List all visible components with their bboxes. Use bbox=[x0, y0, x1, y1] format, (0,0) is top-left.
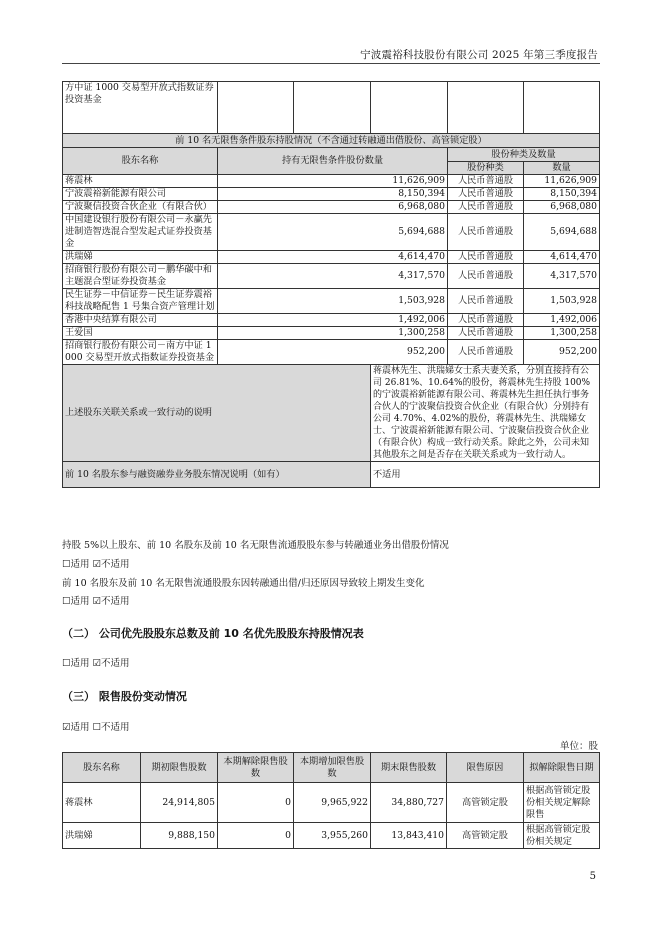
share-kind: 人民币普通股 bbox=[448, 175, 524, 188]
share-kind: 人民币普通股 bbox=[448, 251, 524, 264]
note-lending-change: 前 10 名股东及前 10 名无限售流通股股东因转融通出借/归还原因导致较上期发生变化 bbox=[62, 578, 425, 589]
restriction-reason: 高管锁定股 bbox=[447, 783, 524, 823]
shareholder-qty: 4,317,570 bbox=[218, 264, 448, 289]
table-row bbox=[63, 251, 600, 264]
shareholder-name: 香港中央结算有限公司 bbox=[63, 314, 218, 327]
table-row bbox=[63, 314, 600, 327]
added-shares: 3,955,260 bbox=[294, 823, 371, 849]
page-header-title: 宁波震裕科技股份有限公司 2025 年第三季度报告 bbox=[360, 49, 598, 61]
shareholder-name: 招商银行股份有限公司－南方中证 1000 交易型开放式指数证券投资基金 bbox=[63, 340, 218, 365]
table-row bbox=[63, 289, 600, 314]
shareholder-name: 宁波聚信投资合伙企业（有限合伙） bbox=[63, 201, 218, 214]
released-shares: 0 bbox=[218, 823, 294, 849]
table-row bbox=[63, 462, 600, 488]
table-row bbox=[63, 823, 600, 849]
table-row bbox=[63, 340, 600, 365]
shareholder-qty: 4,614,470 bbox=[218, 251, 448, 264]
share-kind: 人民币普通股 bbox=[448, 264, 524, 289]
share-num: 11,626,909 bbox=[524, 175, 600, 188]
shareholder-qty: 11,626,909 bbox=[218, 175, 448, 188]
end-shares: 13,843,410 bbox=[371, 823, 447, 849]
share-kind: 人民币普通股 bbox=[448, 327, 524, 340]
section-restricted-title: （三） 限售股份变动情况 bbox=[62, 690, 187, 703]
unit-label: 单位：股 bbox=[559, 741, 598, 752]
section-restricted-options: ☑适用 ☐不适用 bbox=[62, 722, 130, 733]
share-num: 5,694,688 bbox=[524, 214, 600, 251]
released-shares: 0 bbox=[218, 783, 294, 823]
col-header-name: 股东名称 bbox=[63, 753, 141, 783]
shareholder-qty: 8,150,394 bbox=[218, 188, 448, 201]
col-header-qty: 持有无限售条件股份数量 bbox=[218, 148, 448, 175]
continued-shareholder-name: 方中证 1000 交易型开放式指数证券投资基金 bbox=[63, 82, 218, 134]
section-preferred-options: ☐适用 ☑不适用 bbox=[62, 658, 130, 669]
table-row bbox=[63, 327, 600, 340]
end-shares: 34,880,727 bbox=[371, 783, 447, 823]
margin-trading-text: 不适用 bbox=[371, 462, 600, 488]
holder-name: 洪瑞娣 bbox=[63, 823, 141, 849]
share-num: 8,150,394 bbox=[524, 188, 600, 201]
unrestricted-shareholders-table bbox=[62, 81, 600, 488]
shareholder-name: 洪瑞娣 bbox=[63, 251, 218, 264]
release-date: 根据高管锁定股份相关规定解除限售 bbox=[524, 783, 600, 823]
col-header-num: 数量 bbox=[524, 162, 600, 175]
shareholder-qty: 5,694,688 bbox=[218, 214, 448, 251]
col-header-end: 期末限售股数 bbox=[371, 753, 447, 783]
shareholder-qty: 6,968,080 bbox=[218, 201, 448, 214]
share-kind: 人民币普通股 bbox=[448, 188, 524, 201]
added-shares: 9,965,922 bbox=[294, 783, 371, 823]
col-header-added: 本期增加限售股数 bbox=[294, 753, 371, 783]
table-row bbox=[63, 214, 600, 251]
note-lending-options: ☐适用 ☑不适用 bbox=[62, 559, 130, 570]
table-row bbox=[63, 175, 600, 188]
share-kind: 人民币普通股 bbox=[448, 314, 524, 327]
shareholder-name: 民生证券－中信证券－民生证券震裕科技战略配售 1 号集合资产管理计划 bbox=[63, 289, 218, 314]
share-num: 1,503,928 bbox=[524, 289, 600, 314]
margin-trading-label: 前 10 名股东参与融资融券业务股东情况说明（如有） bbox=[63, 462, 371, 488]
table-header-row bbox=[63, 753, 600, 783]
col-header-released: 本期解除限售股数 bbox=[218, 753, 294, 783]
shareholder-name: 招商银行股份有限公司－鹏华碳中和主题混合型证券投资基金 bbox=[63, 264, 218, 289]
shareholder-name: 蒋震林 bbox=[63, 175, 218, 188]
page-number: 5 bbox=[589, 871, 596, 882]
col-header-date: 拟解除限售日期 bbox=[524, 753, 600, 783]
share-kind: 人民币普通股 bbox=[448, 289, 524, 314]
section-title-row: 前 10 名无限售条件股东持股情况（不含通过转融通出借股份、高管锁定股） bbox=[63, 134, 600, 148]
shareholder-qty: 1,492,006 bbox=[218, 314, 448, 327]
share-num: 4,614,470 bbox=[524, 251, 600, 264]
start-shares: 9,888,150 bbox=[141, 823, 218, 849]
share-num: 1,492,006 bbox=[524, 314, 600, 327]
col-header-kind: 股份种类 bbox=[448, 162, 524, 175]
share-num: 1,300,258 bbox=[524, 327, 600, 340]
col-header-kind-group: 股份种类及数量 bbox=[448, 148, 600, 162]
restriction-reason: 高管锁定股 bbox=[447, 823, 524, 849]
header-divider bbox=[62, 63, 600, 64]
release-date: 根据高管锁定股份相关规定 bbox=[524, 823, 600, 849]
col-header-reason: 限售原因 bbox=[447, 753, 524, 783]
table-row bbox=[63, 188, 600, 201]
col-header-start: 期初限售股数 bbox=[141, 753, 218, 783]
section-preferred-title: （二） 公司优先股股东总数及前 10 名优先股股东持股情况表 bbox=[62, 627, 364, 640]
table-row bbox=[63, 264, 600, 289]
share-kind: 人民币普通股 bbox=[448, 340, 524, 365]
table-row bbox=[63, 783, 600, 823]
table-row bbox=[63, 365, 600, 462]
relation-text: 蒋震林先生、洪瑞娣女士系夫妻关系，分别直接持有公司 26.81%、10.64%的股份，蒋震林先生持股 100%的宁波震裕新能源有限公司、蒋震林先生担任执行事务合伙人的宁波聚信投资合伙企业（有限合伙）分别持有公司 4.70%、4.02%的股份，蒋震林先生、洪瑞娣女士、宁波震裕新能源有限公司、宁波聚信投资合伙企业（有限合伙）构成一致行动关系。除此之外，公司未知其他股东之间是否存在关联关系或为一致行动人。 bbox=[371, 365, 600, 462]
shareholder-qty: 1,503,928 bbox=[218, 289, 448, 314]
shareholder-name: 宁波震裕新能源有限公司 bbox=[63, 188, 218, 201]
share-num: 6,968,080 bbox=[524, 201, 600, 214]
shareholder-name: 中国建设银行股份有限公司－永赢先进制造智选混合型发起式证券投资基金 bbox=[63, 214, 218, 251]
note-lending-change-options: ☐适用 ☑不适用 bbox=[62, 596, 130, 607]
share-kind: 人民币普通股 bbox=[448, 214, 524, 251]
shareholder-qty: 952,200 bbox=[218, 340, 448, 365]
relation-label: 上述股东关联关系或一致行动的说明 bbox=[63, 365, 371, 462]
shareholder-qty: 1,300,258 bbox=[218, 327, 448, 340]
shareholder-name: 王爱国 bbox=[63, 327, 218, 340]
col-header-name: 股东名称 bbox=[63, 148, 218, 175]
start-shares: 24,914,805 bbox=[141, 783, 218, 823]
holder-name: 蒋震林 bbox=[63, 783, 141, 823]
share-num: 952,200 bbox=[524, 340, 600, 365]
share-kind: 人民币普通股 bbox=[448, 201, 524, 214]
restricted-shares-table bbox=[62, 752, 600, 849]
share-num: 4,317,570 bbox=[524, 264, 600, 289]
note-lending: 持股 5%以上股东、前 10 名股东及前 10 名无限售流通股股东参与转融通业务出借股份情况 bbox=[62, 540, 449, 551]
table-row bbox=[63, 201, 600, 214]
table-row bbox=[63, 82, 600, 134]
